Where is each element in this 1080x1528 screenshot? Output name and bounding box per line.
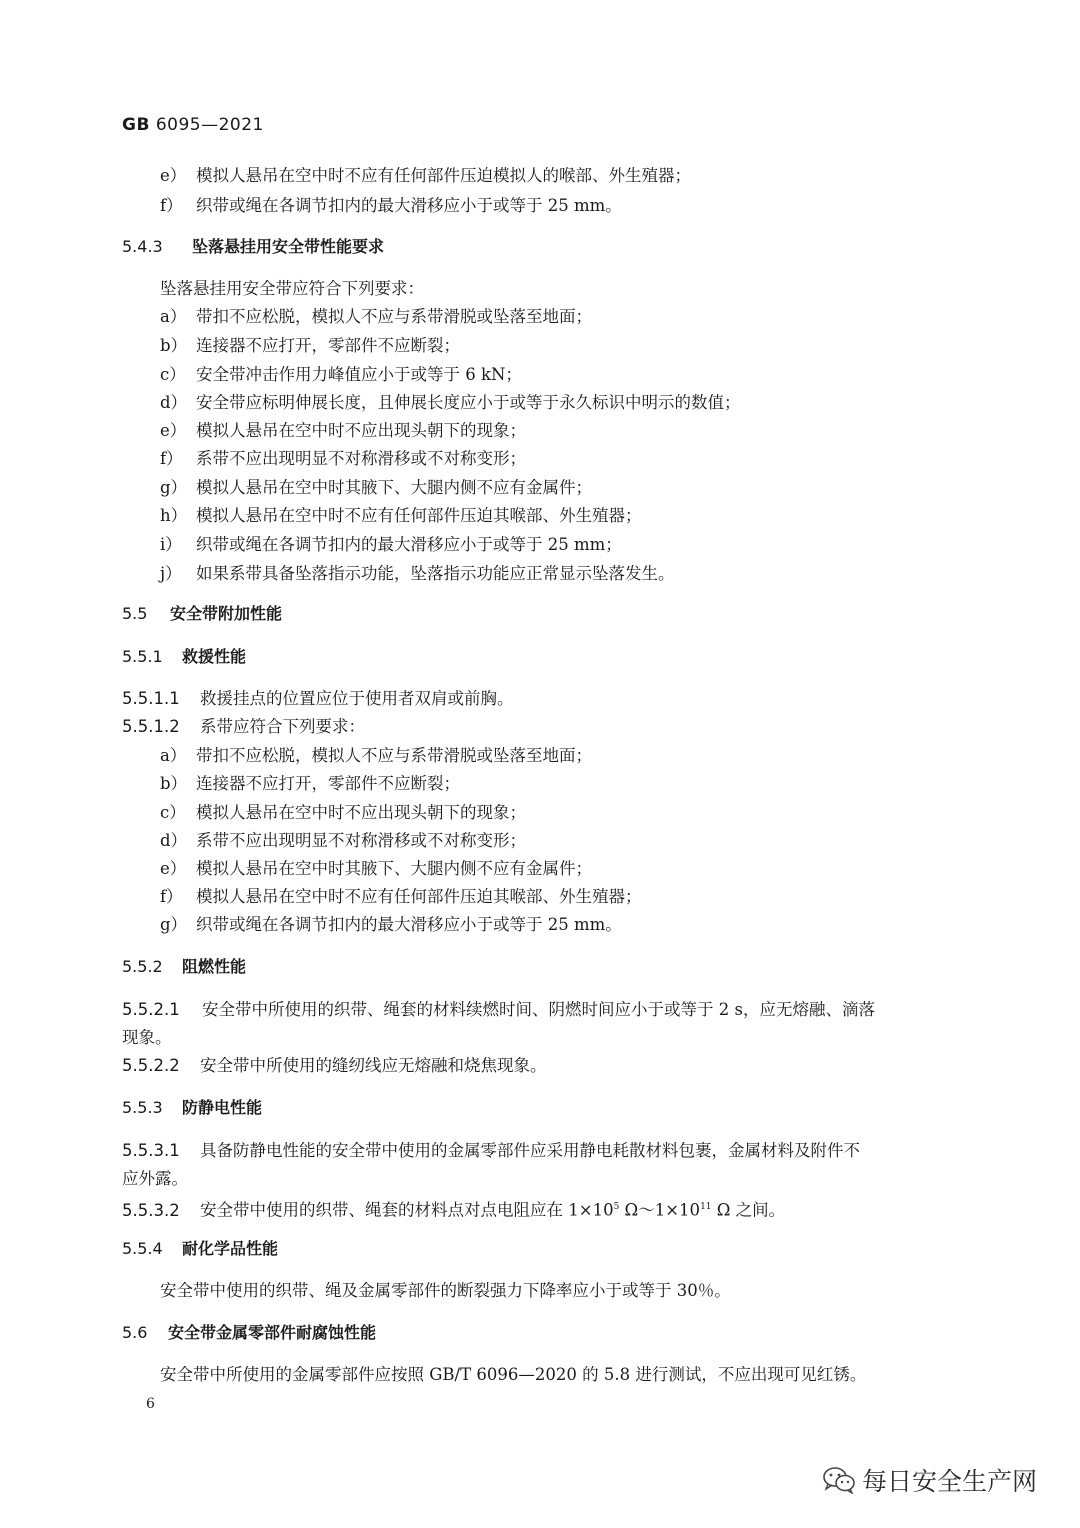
section-heading-5-6: 5.6 安全带金属零部件耐腐蚀性能	[122, 1323, 377, 1342]
exponent: 5	[613, 1202, 620, 1212]
clause-5-5-3-1: 5.5.3.1 具备防静电性能的安全带中使用的金属零部件应采用静电耗散材料包裹，金属材料及附件不	[122, 1141, 860, 1160]
section-heading-5-5-3: 5.5.3 防静电性能	[122, 1098, 263, 1117]
section-heading-5-5-2: 5.5.2 阻燃性能	[122, 957, 247, 976]
list-item: c） 模拟人悬吊在空中时不应出现头朝下的现象；	[160, 803, 526, 822]
clause-5-5-2-2: 5.5.2.2 安全带中所使用的缝纫线应无熔融和烧焦现象。	[122, 1056, 547, 1075]
clause-5-5-1-2: 5.5.1.2 系带应符合下列要求：	[122, 717, 365, 736]
list-item: i） 织带或绳在各调节扣内的最大滑移应小于或等于 25 mm；	[160, 535, 622, 554]
list-item: e） 模拟人悬吊在空中时不应有任何部件压迫模拟人的喉部、外生殖器；	[160, 166, 691, 185]
list-item: g） 模拟人悬吊在空中时其腋下、大腿内侧不应有金属件；	[160, 478, 592, 497]
standard-code: GB	[122, 115, 150, 135]
clause-continuation: 现象。	[122, 1028, 172, 1047]
list-item: b） 连接器不应打开，零部件不应断裂；	[160, 774, 460, 793]
list-item: e） 模拟人悬吊在空中时其腋下、大腿内侧不应有金属件；	[160, 859, 592, 878]
section-heading-5-5: 5.5 安全带附加性能	[122, 604, 283, 623]
list-item: h） 模拟人悬吊在空中时不应有任何部件压迫其喉部、外生殖器；	[160, 506, 642, 525]
list-item: f） 系带不应出现明显不对称滑移或不对称变形；	[160, 449, 526, 468]
watermark-text: 每日安全生产网	[862, 1467, 1038, 1496]
section-body: 安全带中所使用的金属零部件应按照 GB/T 6096—2020 的 5.8 进行测试，不应出现可见红锈。	[160, 1365, 867, 1384]
section-intro: 坠落悬挂用安全带应符合下列要求：	[160, 279, 424, 298]
list-item: d） 系带不应出现明显不对称滑移或不对称变形；	[160, 831, 526, 850]
list-item: j） 如果系带具备坠落指示功能，坠落指示功能应正常显示坠落发生。	[160, 564, 675, 583]
list-item: d） 安全带应标明伸展长度，且伸展长度应小于或等于永久标识中明示的数值；	[160, 393, 741, 412]
list-item: c） 安全带冲击作用力峰值应小于或等于 6 kN；	[160, 365, 522, 384]
clause-5-5-2-1: 5.5.2.1 安全带中所使用的织带、绳套的材料续燃时间、阴燃时间应小于或等于 2 s，应无熔融、滴落	[122, 1000, 875, 1019]
wechat-icon	[822, 1466, 856, 1494]
section-heading-5-5-4: 5.5.4 耐化学品性能	[122, 1239, 279, 1258]
watermark	[822, 1462, 1037, 1498]
page-number: 6	[146, 1396, 155, 1412]
clause-5-5-1-1: 5.5.1.1 救援挂点的位置应位于使用者双肩或前胸。	[122, 689, 514, 708]
list-item: e） 模拟人悬吊在空中时不应出现头朝下的现象；	[160, 421, 526, 440]
list-item: f） 模拟人悬吊在空中时不应有任何部件压迫其喉部、外生殖器；	[160, 887, 642, 906]
section-heading-5-4-3: 5.4.3 坠落悬挂用安全带性能要求	[122, 237, 385, 256]
list-item: f） 织带或绳在各调节扣内的最大滑移应小于或等于 25 mm。	[160, 196, 622, 215]
standard-number: 6095—2021	[155, 115, 264, 135]
list-item: a） 带扣不应松脱，模拟人不应与系带滑脱或坠落至地面；	[160, 307, 592, 326]
clause-continuation: 应外露。	[122, 1169, 188, 1188]
section-body: 安全带中使用的织带、绳及金属零部件的断裂强力下降率应小于或等于 30％。	[160, 1281, 731, 1300]
clause-5-5-3-2: 5.5.3.2 安全带中使用的织带、绳套的材料点对点电阻应在 $1\times 10^5$ $\Omega\sim 1\times 10^{11}$ Ω 之间。	[122, 1200, 786, 1220]
list-item: g） 织带或绳在各调节扣内的最大滑移应小于或等于 25 mm。	[160, 915, 622, 934]
list-item: a） 带扣不应松脱，模拟人不应与系带滑脱或坠落至地面；	[160, 746, 592, 765]
list-item: b） 连接器不应打开，零部件不应断裂；	[160, 336, 460, 355]
document-header	[122, 115, 264, 135]
exponent: 11	[700, 1202, 712, 1212]
section-heading-5-5-1: 5.5.1 救援性能	[122, 647, 247, 666]
